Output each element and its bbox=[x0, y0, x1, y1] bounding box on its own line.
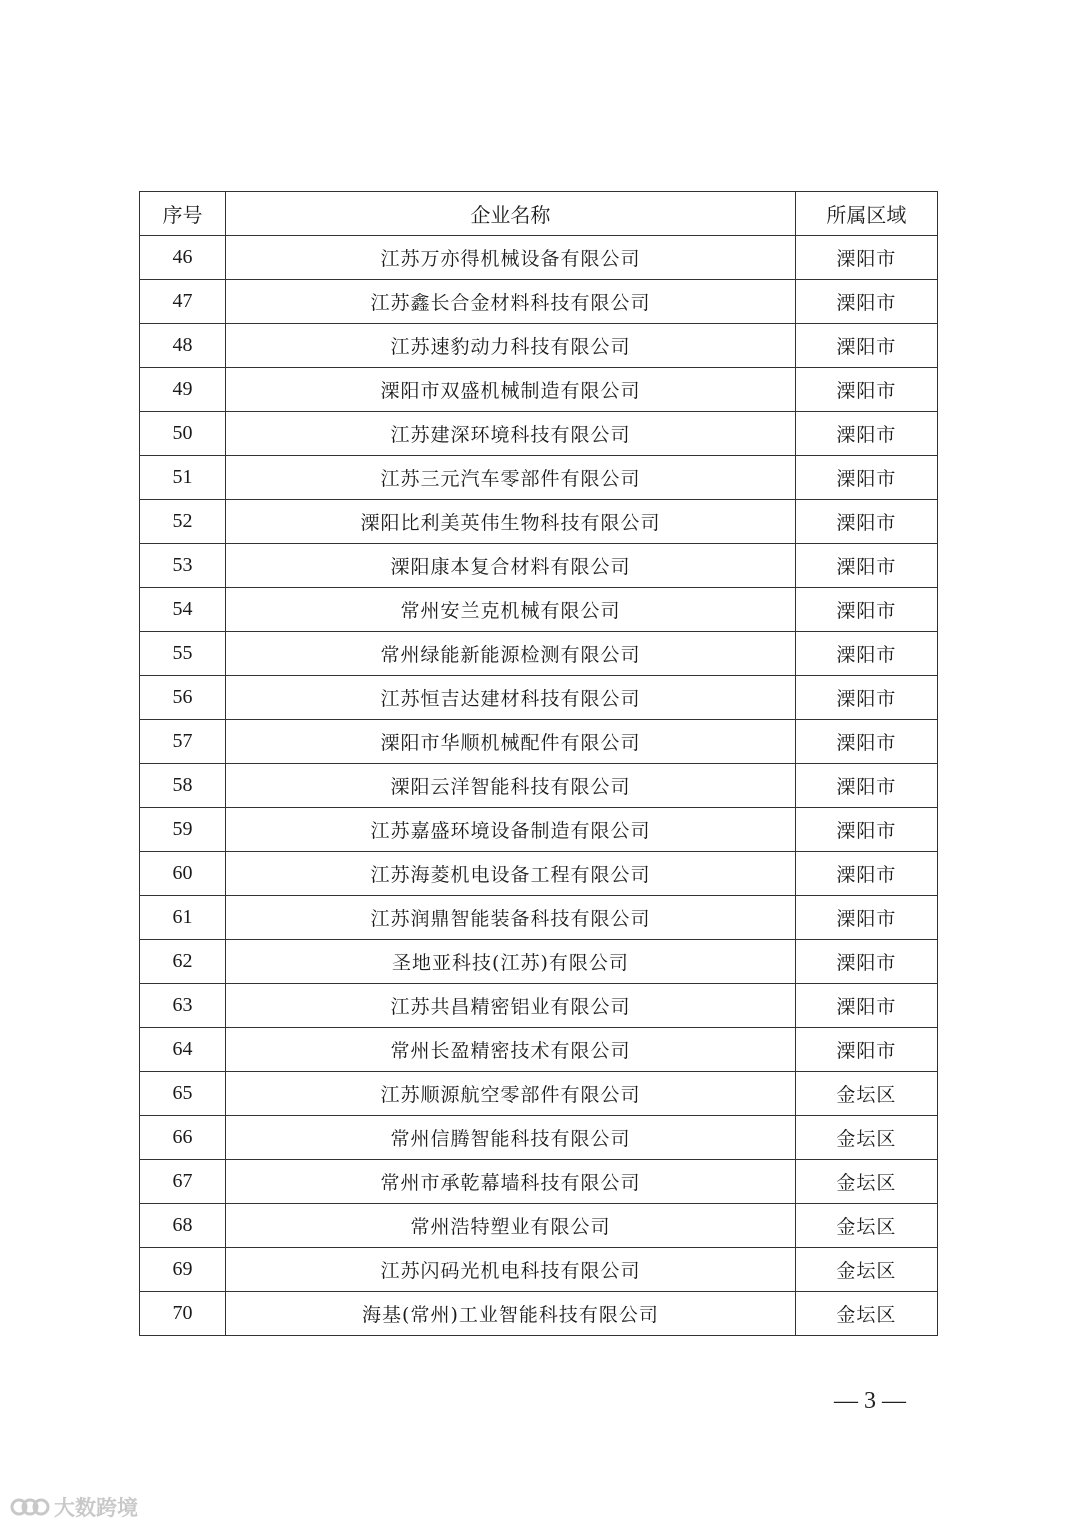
cell-region: 溧阳市 bbox=[795, 280, 937, 324]
cell-company-name: 常州浩特塑业有限公司 bbox=[226, 1204, 796, 1248]
cell-company-name: 江苏鑫长合金材料科技有限公司 bbox=[226, 280, 796, 324]
cell-company-name: 溧阳康本复合材料有限公司 bbox=[226, 544, 796, 588]
cell-company-name: 常州安兰克机械有限公司 bbox=[226, 588, 796, 632]
cell-company-name: 江苏顺源航空零部件有限公司 bbox=[226, 1072, 796, 1116]
cell-company-name: 江苏共昌精密铝业有限公司 bbox=[226, 984, 796, 1028]
cell-number: 58 bbox=[140, 764, 226, 808]
cell-region: 溧阳市 bbox=[795, 588, 937, 632]
cell-company-name: 海基(常州)工业智能科技有限公司 bbox=[226, 1292, 796, 1336]
cell-region: 溧阳市 bbox=[795, 324, 937, 368]
cell-number: 47 bbox=[140, 280, 226, 324]
table-row bbox=[140, 1072, 938, 1116]
table-row bbox=[140, 984, 938, 1028]
cell-company-name: 江苏嘉盛环境设备制造有限公司 bbox=[226, 808, 796, 852]
watermark-text: 大数跨境 bbox=[54, 1496, 138, 1520]
watermark bbox=[10, 1492, 138, 1522]
cell-number: 52 bbox=[140, 500, 226, 544]
cell-region: 金坛区 bbox=[795, 1160, 937, 1204]
cell-region: 溧阳市 bbox=[795, 544, 937, 588]
cell-company-name: 溧阳比利美英伟生物科技有限公司 bbox=[226, 500, 796, 544]
cell-region: 溧阳市 bbox=[795, 456, 937, 500]
cell-number: 49 bbox=[140, 368, 226, 412]
cell-number: 69 bbox=[140, 1248, 226, 1292]
cell-number: 54 bbox=[140, 588, 226, 632]
cell-company-name: 江苏三元汽车零部件有限公司 bbox=[226, 456, 796, 500]
cell-region: 金坛区 bbox=[795, 1116, 937, 1160]
cell-company-name: 常州信腾智能科技有限公司 bbox=[226, 1116, 796, 1160]
table-header-row bbox=[140, 192, 938, 236]
table-row bbox=[140, 324, 938, 368]
table-row bbox=[140, 1248, 938, 1292]
cell-company-name: 江苏万亦得机械设备有限公司 bbox=[226, 236, 796, 280]
cell-region: 溧阳市 bbox=[795, 368, 937, 412]
cell-number: 66 bbox=[140, 1116, 226, 1160]
cell-company-name: 常州长盈精密技术有限公司 bbox=[226, 1028, 796, 1072]
table-row bbox=[140, 456, 938, 500]
table-row bbox=[140, 852, 938, 896]
table-body bbox=[140, 236, 938, 1336]
cell-region: 溧阳市 bbox=[795, 412, 937, 456]
table-row bbox=[140, 1204, 938, 1248]
cell-region: 金坛区 bbox=[795, 1292, 937, 1336]
cell-region: 溧阳市 bbox=[795, 940, 937, 984]
table-row bbox=[140, 676, 938, 720]
cell-number: 59 bbox=[140, 808, 226, 852]
cell-company-name: 常州市承乾幕墙科技有限公司 bbox=[226, 1160, 796, 1204]
header-region: 所属区域 bbox=[795, 192, 937, 236]
cell-number: 51 bbox=[140, 456, 226, 500]
table-row bbox=[140, 1292, 938, 1336]
cell-number: 64 bbox=[140, 1028, 226, 1072]
cell-number: 65 bbox=[140, 1072, 226, 1116]
table-row bbox=[140, 808, 938, 852]
cell-number: 56 bbox=[140, 676, 226, 720]
cell-number: 61 bbox=[140, 896, 226, 940]
table-row bbox=[140, 1028, 938, 1072]
cell-company-name: 江苏建深环境科技有限公司 bbox=[226, 412, 796, 456]
table-row bbox=[140, 1116, 938, 1160]
cell-number: 68 bbox=[140, 1204, 226, 1248]
table-row bbox=[140, 280, 938, 324]
cell-company-name: 溧阳云洋智能科技有限公司 bbox=[226, 764, 796, 808]
cell-company-name: 江苏速豹动力科技有限公司 bbox=[226, 324, 796, 368]
cell-company-name: 江苏恒吉达建材科技有限公司 bbox=[226, 676, 796, 720]
table-row bbox=[140, 236, 938, 280]
cell-number: 62 bbox=[140, 940, 226, 984]
table-row bbox=[140, 368, 938, 412]
cell-region: 溧阳市 bbox=[795, 676, 937, 720]
cell-region: 溧阳市 bbox=[795, 500, 937, 544]
cell-number: 60 bbox=[140, 852, 226, 896]
cell-company-name: 溧阳市双盛机械制造有限公司 bbox=[226, 368, 796, 412]
cell-number: 46 bbox=[140, 236, 226, 280]
cell-company-name: 江苏闪码光机电科技有限公司 bbox=[226, 1248, 796, 1292]
company-table bbox=[139, 191, 938, 1336]
cell-number: 63 bbox=[140, 984, 226, 1028]
table-row bbox=[140, 412, 938, 456]
cell-company-name: 江苏润鼎智能装备科技有限公司 bbox=[226, 896, 796, 940]
cell-region: 溧阳市 bbox=[795, 764, 937, 808]
table-row bbox=[140, 720, 938, 764]
cell-region: 溧阳市 bbox=[795, 984, 937, 1028]
cell-region: 溧阳市 bbox=[795, 236, 937, 280]
header-number: 序号 bbox=[140, 192, 226, 236]
cell-number: 48 bbox=[140, 324, 226, 368]
brand-logo-icon bbox=[10, 1496, 50, 1518]
table-row bbox=[140, 940, 938, 984]
cell-number: 53 bbox=[140, 544, 226, 588]
cell-region: 溧阳市 bbox=[795, 852, 937, 896]
cell-region: 溧阳市 bbox=[795, 896, 937, 940]
table-row bbox=[140, 764, 938, 808]
cell-company-name: 江苏海菱机电设备工程有限公司 bbox=[226, 852, 796, 896]
page-number: — 3 — bbox=[834, 1388, 906, 1414]
cell-company-name: 常州绿能新能源检测有限公司 bbox=[226, 632, 796, 676]
table-row bbox=[140, 632, 938, 676]
cell-number: 57 bbox=[140, 720, 226, 764]
cell-region: 金坛区 bbox=[795, 1248, 937, 1292]
header-company-name: 企业名称 bbox=[226, 192, 796, 236]
table-row bbox=[140, 1160, 938, 1204]
cell-region: 溧阳市 bbox=[795, 720, 937, 764]
cell-number: 70 bbox=[140, 1292, 226, 1336]
cell-region: 溧阳市 bbox=[795, 1028, 937, 1072]
table-row bbox=[140, 896, 938, 940]
cell-region: 金坛区 bbox=[795, 1204, 937, 1248]
table-row bbox=[140, 588, 938, 632]
cell-company-name: 圣地亚科技(江苏)有限公司 bbox=[226, 940, 796, 984]
cell-region: 金坛区 bbox=[795, 1072, 937, 1116]
table-row bbox=[140, 500, 938, 544]
cell-company-name: 溧阳市华顺机械配件有限公司 bbox=[226, 720, 796, 764]
cell-region: 溧阳市 bbox=[795, 632, 937, 676]
table-row bbox=[140, 544, 938, 588]
cell-number: 55 bbox=[140, 632, 226, 676]
cell-number: 67 bbox=[140, 1160, 226, 1204]
cell-region: 溧阳市 bbox=[795, 808, 937, 852]
cell-number: 50 bbox=[140, 412, 226, 456]
